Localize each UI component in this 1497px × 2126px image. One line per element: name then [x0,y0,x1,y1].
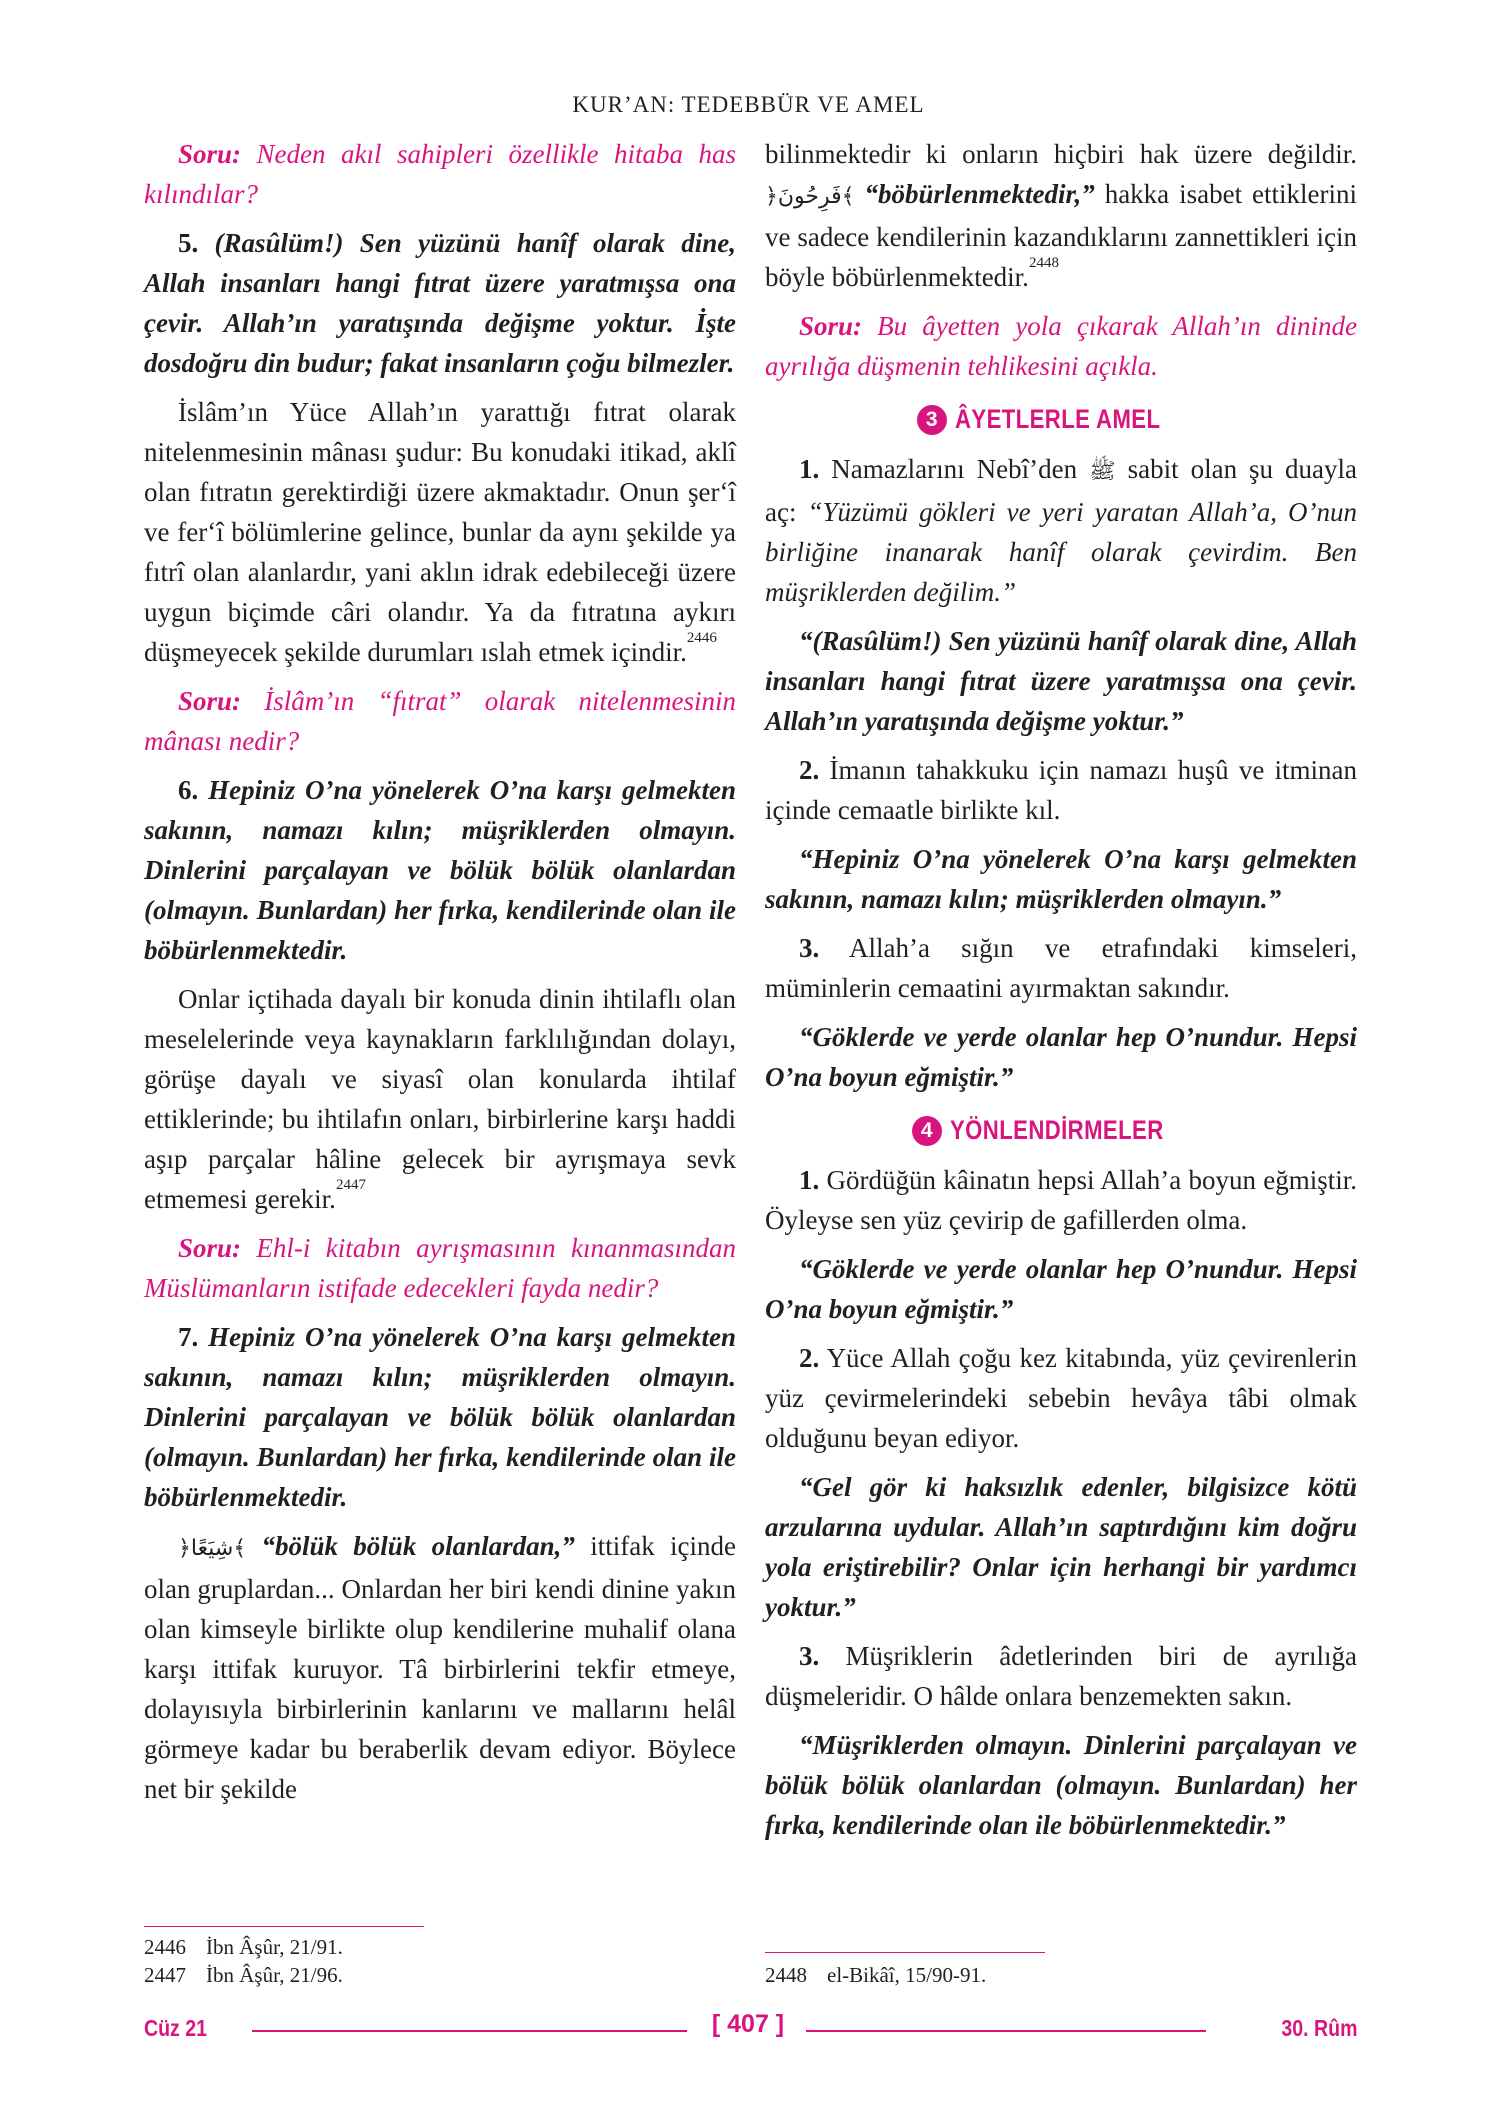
footnote-text: el-Bikâî, 15/90-91. [827,1963,987,1987]
verse-text: Hepiniz O’na yönelerek O’na karşı gelmekten sakının, namazı kılın; müşriklerden olmayın. Dinlerini parçalayan ve bölük bölük olanlardan (olmayın. Bunlardan) her fırka, kendilerinde olan ile böbürlenmektedir. [144,775,736,965]
footnote-number: 2446 [144,1935,186,1959]
item-number: 2. [799,1343,820,1373]
verse-text: Hepiniz O’na yönelerek O’na karşı gelmekten sakının, namazı kılın; müşriklerden olmayın. Dinlerini parçalayan ve bölük bölük olanlardan (olmayın. Bunlardan) her fırka, kendilerinde olan ile böbürlenmektedir. [144,1322,736,1512]
quoted-term: “böbürlenmektedir,” [854,179,1095,209]
item-quote: “Yüzümü gökleri ve yeri yaratan Allah’a, O’nun birliğine inanarak hanîf olarak çevirdim. Ben müşriklerden değilim.” [765,497,1357,607]
right-column [765,134,1357,1854]
arabic-word: ﴿فَرِحُونَ﴾ [765,184,855,209]
question-label: Soru: [178,139,242,169]
page-footer [0,2010,1497,2050]
item-text: sabit olan şu duayla aç: [765,454,1357,527]
guidance-verse-3: “Müşriklerden olmayın. Dinlerini parçalayan ve bölük bölük olanlardan (olmayın. Bunlardan) her fırka, kendilerinde olan ile böbürlenmektedir.” [765,1730,1357,1840]
question-2 [144,681,736,761]
question-text: Neden akıl sahipleri özellikle hitaba has kılındılar? [144,139,736,209]
section-number-badge: 4 [912,1116,942,1146]
verse-6 [144,770,736,970]
section-number-badge: 3 [917,405,947,435]
paragraph-text: İslâm’ın Yüce Allah’ın yarattığı fıtrat olarak nitelenmesinin mânası şudur: Bu konudaki itikad, aklî olan fıtratın gerektirdiği üzere akmaktadır. Onun şer‘î ve fer‘î bölümlerine gelince, bunlar da aynı şekilde ya fıtrî olan alanlardır, yani aklın idrak edebileceği üzere uygun biçimde câri olandır. Ya da fıtratına aykırı düşmeyecek şekilde durumları ıslah etmek içindir. [144,397,736,667]
question-label: Soru: [178,686,242,716]
left-column [144,134,736,1818]
question-label: Soru: [178,1233,242,1263]
footnote-2446 [144,1934,343,1960]
quoted-term: “bölük bölük olanlardan,” [246,1531,575,1561]
item-text: İmanın tahakkuku için namazı huşû ve itminan içinde cemaatle birlikte kıl. [765,755,1357,825]
item-text: Müşriklerin âdetlerinden biri de ayrılığa düşmeleridir. O hâlde onlara benzemekten sakın. [765,1641,1357,1711]
amel-verse-2: “Hepiniz O’na yönelerek O’na karşı gelmekten sakının, namazı kılın; müşriklerden olmayın.” [765,844,1357,914]
salawat-glyph: ﷺ [1089,459,1116,484]
guidance-item-2 [765,1338,1357,1458]
amel-verse-1: “(Rasûlüm!) Sen yüzünü hanîf olarak dine, Allah insanları hangi fıtrat üzere yaratmışsa ona çevir. Allah’ın yaratışında değişme yoktur.” [765,626,1357,736]
item-text: Yüce Allah çoğu kez kitabında, yüz çevirenlerin yüz çevirmelerindeki sebebin hevâya tâbi olmak olduğunu beyan ediyor. [765,1343,1357,1453]
verse-5 [144,223,736,383]
commentary-paragraph-1 [144,392,736,672]
footnote-ref[interactable]: 2447 [335,1177,366,1193]
section-title: ÂYETLERLE AMEL [954,404,1161,434]
footnote-text: İbn Âşûr, 21/91. [206,1935,343,1959]
footer-rule-left [252,2030,687,2032]
verse-text: (Rasûlüm!) Sen yüzünü hanîf olarak dine, Allah insanları hangi fıtrat üzere yaratmışsa ona çevir. Allah’ın yaratışında değişme yoktur. İşte dosdoğru din budur; fakat insanların çoğu bilmezler. [144,228,736,378]
verse-number: 7. [178,1322,199,1352]
question-3 [144,1228,736,1308]
paragraph-text: hakka isabet ettiklerini ve sadece kendilerinin kazandıklarını zannettikleri için böyle böbürlenmektedir. [765,179,1357,292]
item-text: Gördüğün kâinatın hepsi Allah’a boyun eğmiştir. Öyleyse sen yüz çevirip de gafillerden olma. [765,1165,1357,1235]
section-title: YÖNLENDİRMELER [949,1115,1164,1145]
commentary-paragraph-3 [144,1526,736,1809]
question-1 [144,134,736,214]
guidance-verse-1: “Göklerde ve yerde olanlar hep O’nundur. Hepsi O’na boyun eğmiştir.” [765,1254,1357,1324]
page-number: [ 407 ] [711,2010,785,2038]
question-text: İslâm’ın “fıtrat” olarak nitelenmesinin mânası nedir? [144,686,736,756]
verse-7 [144,1317,736,1517]
surah-label: 30. Rûm [1280,2015,1357,2041]
verse-number: 6. [178,775,199,805]
item-text: Namazlarını Nebî’den [819,454,1090,484]
item-text: Allah’a sığın ve etrafındaki kimseleri, müminlerin cemaatini ayırmaktan sakındır. [765,933,1357,1003]
juz-label: Cüz 21 [144,2015,208,2041]
amel-item-2 [765,750,1357,830]
amel-item-1 [765,449,1357,612]
guidance-verse-2: “Gel gör ki haksızlık edenler, bilgisizce kötü arzularına uydular. Allah’ın saptırdığını kim doğru yola eriştirebilir? Onlar için herhangi bir yardımcı yoktur.” [765,1472,1357,1622]
amel-verse-3: “Göklerde ve yerde olanlar hep O’nundur. Hepsi O’na boyun eğmiştir.” [765,1022,1357,1092]
section-heading-3 [765,404,1357,435]
guidance-item-3 [765,1636,1357,1716]
item-number: 1. [799,454,820,484]
question-label: Soru: [799,311,863,341]
footnote-ref[interactable]: 2446 [686,630,717,646]
question-text: Bu âyetten yola çıkarak Allah’ın dininde ayrılığa düşmenin tehlikesini açıkla. [765,311,1357,381]
paragraph-text: ittifak içinde olan gruplardan... Onlardan her biri kendi dinine yakın olan kimseyle birlikte olup kendilerine muhalif olana karşı ittifak kuruyor. Tâ birbirlerini tekfir etmeye, dolayısıyla birbirlerinin kanlarını ve mallarını helâl görmeye kadar bu beraberlik devam ediyor. Böylece net bir şekilde [144,1531,737,1804]
question-4 [765,306,1357,386]
footnote-2448 [765,1962,986,1988]
question-text: Ehl-i kitabın ayrışmasının kınanmasından Müslümanların istifade edecekleri fayda nedir? [144,1233,736,1303]
paragraph-text: bilinmektedir ki onların hiçbiri hak üzere değildir. [765,139,1357,169]
footnote-2447 [144,1962,343,1988]
guidance-item-1 [765,1160,1357,1240]
running-header: KUR’AN: TEDEBBÜR VE AMEL [572,92,925,117]
paragraph-text: Onlar içtihada dayalı bir konuda dinin ihtilaflı olan meselelerinde veya kaynakların farklılığından dolayı, görüşe dayalı ve siyasî olan konularda ihtilaf ettiklerinde; bu ihtilafın onları, birbirlerine karşı haddi aşıp parçalar hâline gelecek bir ayrışmaya sevk etmemesi gerekir. [144,984,736,1214]
footnote-ref[interactable]: 2448 [1028,255,1059,271]
footnote-text: İbn Âşûr, 21/96. [206,1963,343,1987]
footnote-separator-right [765,1952,1045,1953]
footer-rule-right [806,2030,1206,2032]
footnote-number: 2448 [765,1963,807,1987]
arabic-word: ﴿شِيَعًا﴾ [178,1536,247,1561]
item-number: 2. [799,755,820,785]
commentary-paragraph-2 [144,979,736,1219]
footnote-separator-left [144,1926,424,1927]
commentary-paragraph-4 [765,134,1357,297]
item-number: 3. [799,933,820,963]
item-number: 1. [799,1165,820,1195]
amel-item-3 [765,928,1357,1008]
verse-number: 5. [178,228,199,258]
section-heading-4 [765,1115,1357,1146]
item-number: 3. [799,1641,820,1671]
footnote-number: 2447 [144,1963,186,1987]
